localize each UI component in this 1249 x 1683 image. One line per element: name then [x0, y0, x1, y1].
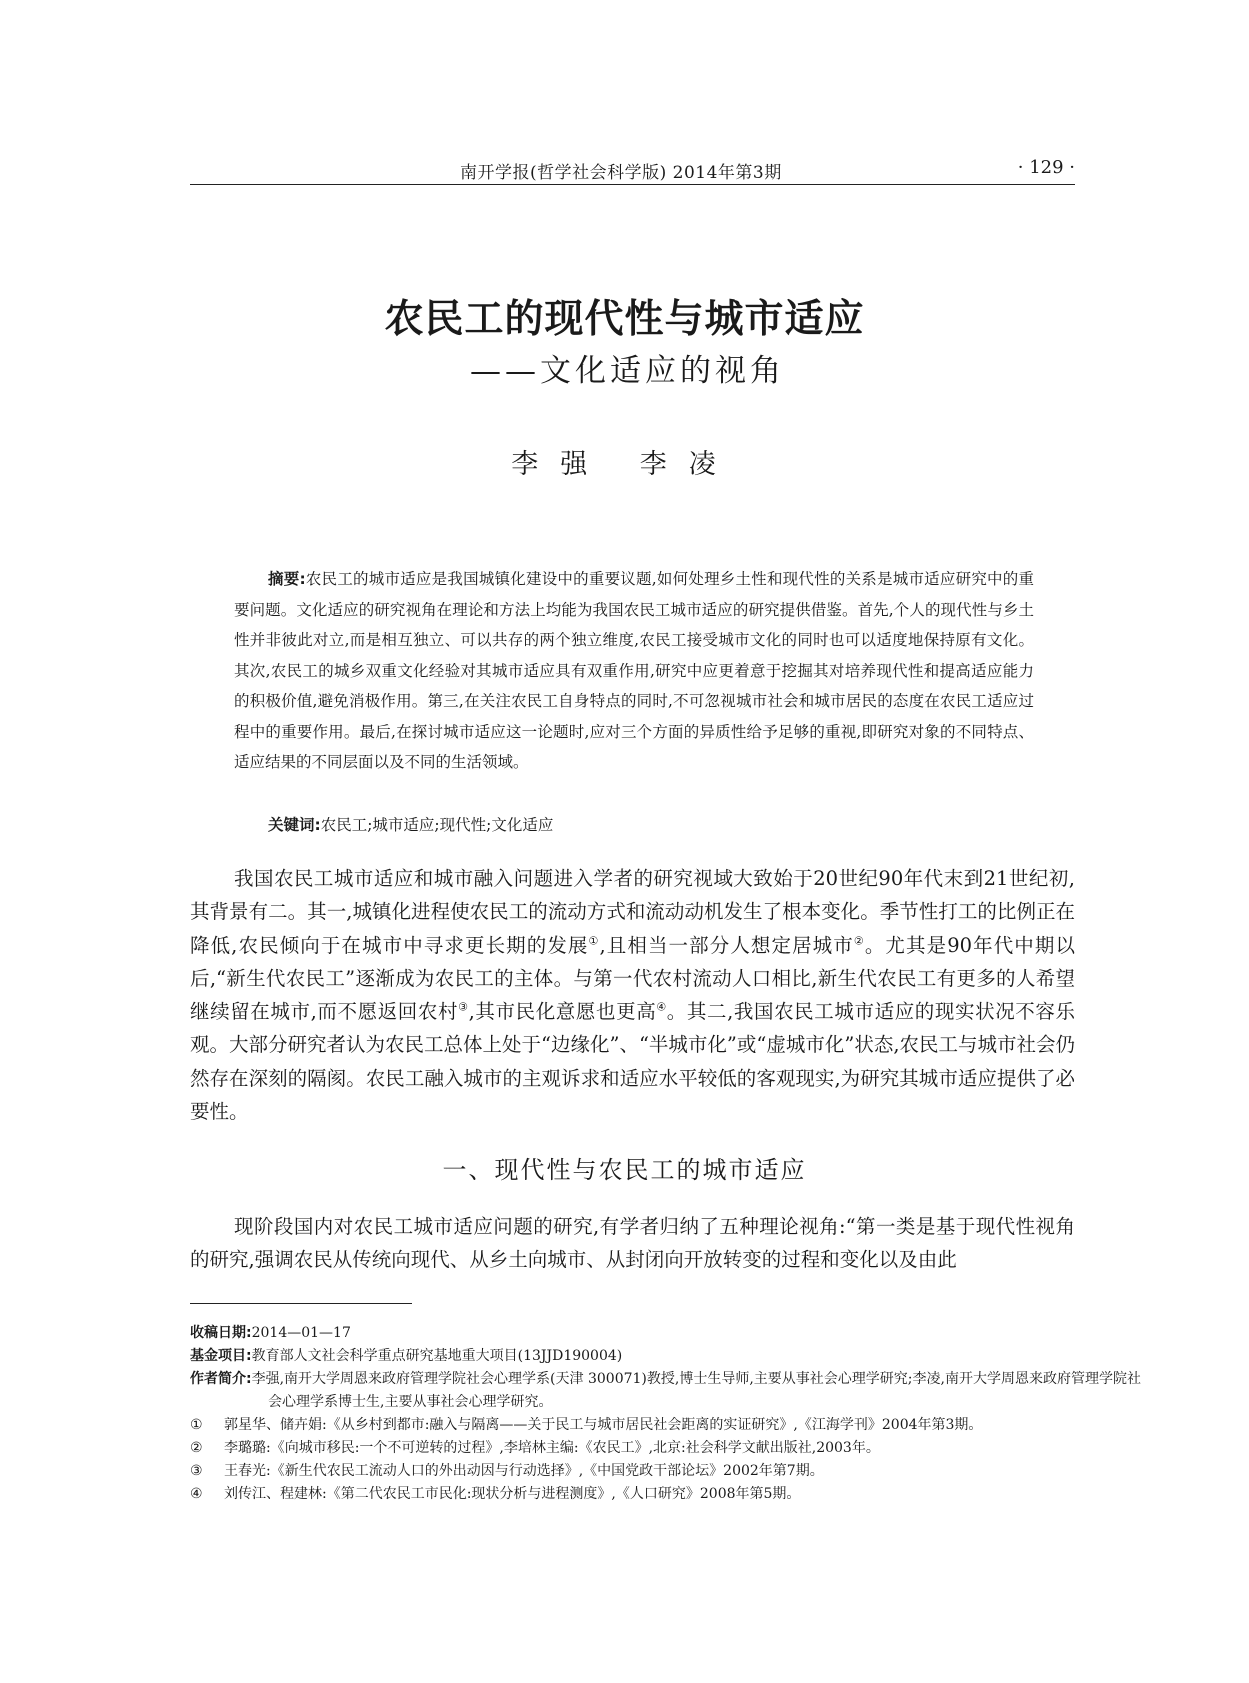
footnote-mark: ①	[190, 1417, 203, 1433]
page-number: · 129 ·	[1017, 157, 1075, 178]
footnote-text: 王春光:《新生代农民工流动人口的外出动因与行动选择》,《中国党政干部论坛》2002年第7期。	[224, 1463, 824, 1479]
article-subtitle: ——文化适应的视角	[470, 353, 785, 389]
keywords-text: 农民工;城市适应;现代性;文化适应	[320, 816, 554, 834]
footnote-mark: ④	[190, 1486, 203, 1502]
body-text: ,且相当一部分人想定居城市	[599, 933, 854, 957]
received-date	[190, 1322, 1075, 1345]
author-bio-text: 李强,南开大学周恩来政府管理学院社会心理学系(天津 300071)教授,博士生导师,主要从事社会心理学研究;李凌,南开大学周恩来政府管理学院社会心理学系博士生,主要从事社会心理学研究。	[251, 1371, 1141, 1410]
footnote-ref-1[interactable]: ①	[588, 934, 600, 948]
received-label: 收稿日期:	[190, 1325, 252, 1341]
keywords-label: 关键词:	[268, 816, 321, 834]
article-title: 农民工的现代性与城市适应	[384, 296, 865, 342]
header-rule	[190, 184, 1075, 185]
body-text: 。尤其是90年代中期以后,“新生代农民工”逐渐成为农民工的主体。与第一代农村流动人口相比,新生代农民工有更多的人希望继续留在城市,而不愿返回农村	[190, 933, 1075, 1024]
footnote-text: 郭星华、储卉娟:《从乡村到都市:融入与隔离——关于民工与城市居民社会距离的实证研究》,《江海学刊》2004年第3期。	[224, 1417, 983, 1433]
body-paragraph-2	[190, 1210, 1075, 1277]
footnote-mark: ②	[190, 1440, 203, 1456]
footnote-text: 刘传江、程建林:《第二代农民工市民化:现状分析与进程测度》,《人口研究》2008年第5期。	[224, 1486, 801, 1502]
abstract-text: 农民工的城市适应是我国城镇化建设中的重要议题,如何处理乡土性和现代性的关系是城市适应研究中的重要问题。文化适应的研究视角在理论和方法上均能为我国农民工城市适应的研究提供借鉴。首先,个人的现代性与乡土性并非彼此对立,而是相互独立、可以共存的两个独立维度,农民工接受城市文化的同时也可以适度地保持原有文化。其次,农民工的城乡双重文化经验对其城市适应具有双重作用,研究中应更着意于挖掘其对培养现代性和提高适应能力的积极价值,避免消极作用。第三,在关注农民工自身特点的同时,不可忽视城市社会和城市居民的态度在农民工适应过程中的重要作用。最后,在探讨城市适应这一论题时,应对三个方面的异质性给予足够的重视,即研究对象的不同特点、适应结果的不同层面以及不同的生活领域。	[234, 570, 1035, 771]
fund-value: 教育部人文社会科学重点研究基地重大项目(13JJD190004)	[251, 1348, 623, 1364]
footnote-ref-2[interactable]: ②	[853, 934, 865, 948]
body-text: ,其市民化意愿也更高	[468, 1000, 657, 1024]
footnote-rule	[190, 1303, 412, 1304]
author-bio	[190, 1368, 1153, 1414]
body-text: 。其二,我国农民工城市适应的现实状况不容乐观。大部分研究者认为农民工总体上处于“边缘化”、“半城市化”或“虚城市化”状态,农民工与城市社会仍然存在深刻的隔阂。农民工融入城市的主观诉求和适应水平较低的客观现实,为研究其城市适应提供了必要性。	[190, 1000, 1076, 1124]
body-text: 现阶段国内对农民工城市适应问题的研究,有学者归纳了五种理论视角:“第一类是基于现代性视角的研究,强调农民从传统向现代、从乡土向城市、从封闭向开放转变的过程和变化以及由此	[190, 1215, 1075, 1272]
abstract-label: 摘要:	[268, 570, 306, 588]
received-value: 2014—01—17	[251, 1325, 351, 1341]
body-paragraph-1	[190, 862, 1075, 1128]
journal-header: 南开学报(哲学社会科学版) 2014年第3期	[460, 163, 782, 183]
author-label: 作者简介:	[190, 1371, 252, 1387]
footnote-ref-4[interactable]: ④	[656, 1000, 667, 1014]
abstract	[234, 564, 1034, 778]
footnote-mark: ③	[190, 1463, 203, 1479]
fund-info	[190, 1345, 1075, 1368]
footnote-3	[190, 1460, 1075, 1483]
section-heading: 一、现代性与农民工的城市适应	[442, 1156, 807, 1184]
footnote-2	[190, 1437, 1075, 1460]
fund-label: 基金项目:	[190, 1348, 252, 1364]
article-authors: 李强 李凌	[511, 449, 738, 480]
footnote-text: 李璐璐:《向城市移民:一个不可逆转的过程》,李培林主编:《农民工》,北京:社会科学文献出版社,2003年。	[224, 1440, 880, 1456]
footnote-4	[190, 1483, 1075, 1506]
footnote-ref-3[interactable]: ③	[458, 1000, 469, 1014]
keywords	[268, 810, 553, 840]
body-text: 我国农民工城市适应和城市融入问题进入学者的研究视域大致始于20世纪90年代末到21世纪初,其背景有二。其一,城镇化进程使农民工的流动方式和流动动机发生了根本变化。季节性打工的比例正在降低,农民倾向于在城市中寻求更长期的发展	[190, 867, 1075, 957]
footnote-1	[190, 1414, 1075, 1437]
